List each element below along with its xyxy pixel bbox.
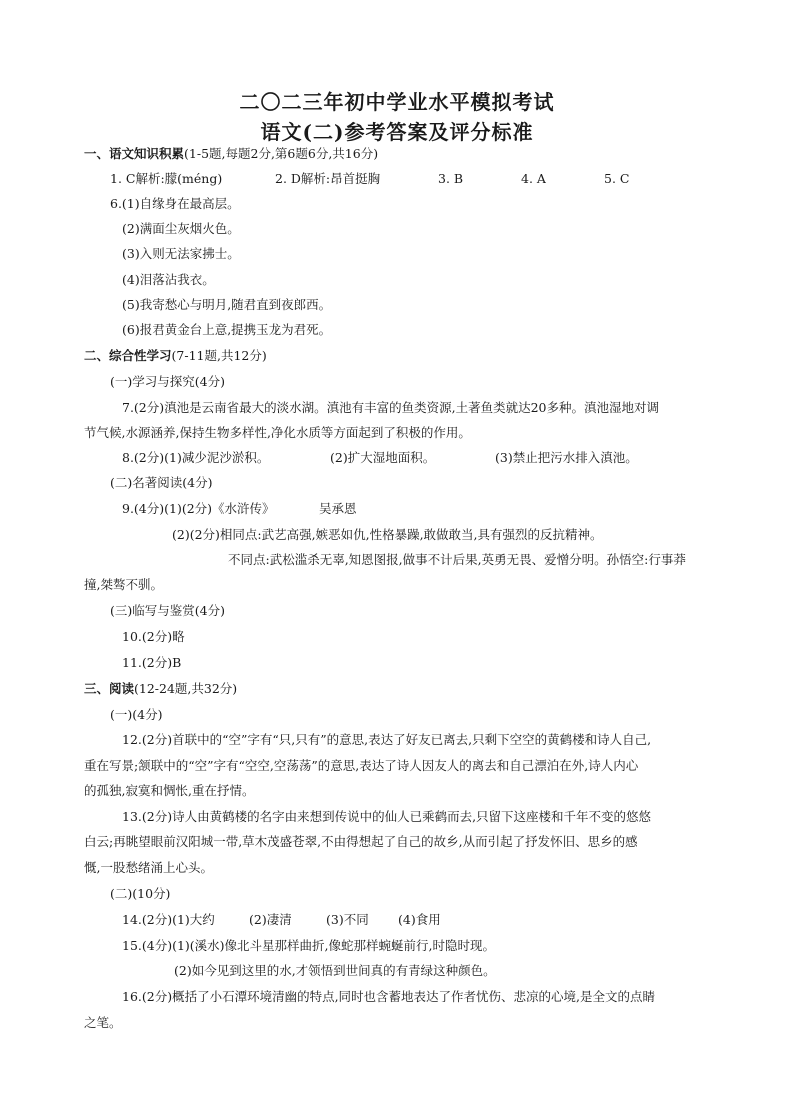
subsection-reading-1: (一)(4分) bbox=[110, 707, 163, 722]
section-3-note: (12-24题,共32分) bbox=[134, 681, 238, 696]
answer-14-3: (3)不同 bbox=[326, 912, 369, 927]
answer-4: 4. A bbox=[521, 171, 546, 186]
answer-8-part1: 8.(2分)(1)减少泥沙淤积。 bbox=[122, 450, 270, 465]
answer-13-line2: 白云;再眺望眼前汉阳城一带,草木茂盛苍翠,不由得想起了自己的故乡,从而引起了抒发怀旧、思乡的感 bbox=[84, 834, 638, 849]
answer-6-3: (3)入则无法家拂士。 bbox=[122, 246, 240, 261]
answer-16-line2: 之笔。 bbox=[84, 1015, 122, 1030]
answer-5: 5. C bbox=[604, 171, 630, 186]
answer-14-4: (4)食用 bbox=[398, 912, 441, 927]
section-2-note: (7-11题,共12分) bbox=[171, 348, 267, 363]
section-1-note: (1-5题,每题2分,第6题6分,共16分) bbox=[184, 146, 379, 161]
answer-8-part2: (2)扩大湿地面积。 bbox=[330, 450, 436, 465]
section-2-title: 二、综合性学习 bbox=[84, 348, 172, 363]
answer-14-2: (2)凄清 bbox=[249, 912, 292, 927]
answer-13-line1: 13.(2分)诗人由黄鹤楼的名字由来想到传说中的仙人已乘鹤而去,只留下这座楼和千年不变的悠悠 bbox=[122, 809, 652, 824]
answer-1: 1. C解析:朦(méng) bbox=[110, 171, 223, 186]
answer-16-line1: 16.(2分)概括了小石潭环境清幽的特点,同时也含蓄地表达了作者忧伤、悲凉的心境,是全文的点睛 bbox=[122, 989, 656, 1004]
answer-12-line3: 的孤独,寂寞和惆怅,重在抒情。 bbox=[84, 783, 255, 798]
section-2-heading bbox=[84, 348, 267, 364]
section-3-heading bbox=[84, 681, 237, 697]
answer-9-1: 9.(4分)(1)(2分)《水浒传》 bbox=[122, 501, 275, 516]
subsection-reading-2: (二)(10分) bbox=[110, 886, 171, 901]
answer-9-1-author: 吴承恩 bbox=[319, 501, 357, 516]
answer-7-line1: 7.(2分)滇池是云南省最大的淡水湖。滇池有丰富的鱼类资源,土著鱼类就达20多种。滇池湿地对调 bbox=[122, 400, 660, 415]
subsection-calligraphy: (三)临写与鉴赏(4分) bbox=[110, 603, 225, 618]
answer-6-4: (4)泪落沾我衣。 bbox=[122, 272, 215, 287]
answer-9-2-similar: (2)(2分)相同点:武艺高强,嫉恶如仇,性格暴躁,敢做敢当,具有强烈的反抗精神。 bbox=[172, 527, 603, 542]
answer-6-1: 6.(1)自缘身在最高层。 bbox=[110, 196, 240, 211]
answer-15-2: (2)如今见到这里的水,才领悟到世间真的有青绿这种颜色。 bbox=[174, 963, 496, 978]
answer-6-6: (6)报君黄金台上意,提携玉龙为君死。 bbox=[122, 322, 332, 337]
answer-10: 10.(2分)略 bbox=[122, 629, 185, 644]
answer-11: 11.(2分)B bbox=[122, 655, 182, 670]
answer-13-line3: 慨,一股愁绪涌上心头。 bbox=[84, 860, 213, 875]
page-subtitle: 语文(二)参考答案及评分标准 bbox=[260, 120, 534, 144]
answer-6-5: (5)我寄愁心与明月,随君直到夜郎西。 bbox=[122, 297, 332, 312]
answer-7-line2: 节气候,水源涵养,保持生物多样性,净化水质等方面起到了积极的作用。 bbox=[84, 425, 471, 440]
section-3-title: 三、阅读 bbox=[84, 681, 135, 696]
section-1-heading bbox=[84, 146, 378, 162]
answer-6-2: (2)满面尘灰烟火色。 bbox=[122, 221, 240, 236]
answer-15-1: 15.(4分)(1)(溪水)像北斗星那样曲折,像蛇那样蜿蜒前行,时隐时现。 bbox=[122, 938, 495, 953]
answer-9-2-different-cont: 撞,桀骜不驯。 bbox=[84, 577, 163, 592]
answer-9-2-different: 不同点:武松滥杀无辜,知恩图报,做事不计后果,英勇无畏、爱憎分明。孙悟空:行事莽 bbox=[228, 552, 686, 567]
answer-12-line2: 重在写景;颔联中的“空”字有“空空,空荡荡”的意思,表达了诗人因友人的离去和自己漂泊在外,诗人内心 bbox=[84, 758, 639, 773]
subsection-study: (一)学习与探究(4分) bbox=[110, 374, 225, 389]
subsection-classics: (二)名著阅读(4分) bbox=[110, 475, 213, 490]
answer-2: 2. D解析:昂首挺胸 bbox=[275, 171, 381, 186]
answer-14-1: 14.(2分)(1)大约 bbox=[122, 912, 215, 927]
section-1-title: 一、语文知识积累 bbox=[84, 146, 185, 161]
page-title: 二〇二三年初中学业水平模拟考试 bbox=[239, 90, 555, 114]
answer-12-line1: 12.(2分)首联中的“空”字有“只,只有”的意思,表达了好友已离去,只剩下空空的黄鹤楼和诗人自己, bbox=[122, 732, 652, 747]
answer-8-part3: (3)禁止把污水排入滇池。 bbox=[495, 450, 638, 465]
answer-3: 3. B bbox=[438, 171, 464, 186]
